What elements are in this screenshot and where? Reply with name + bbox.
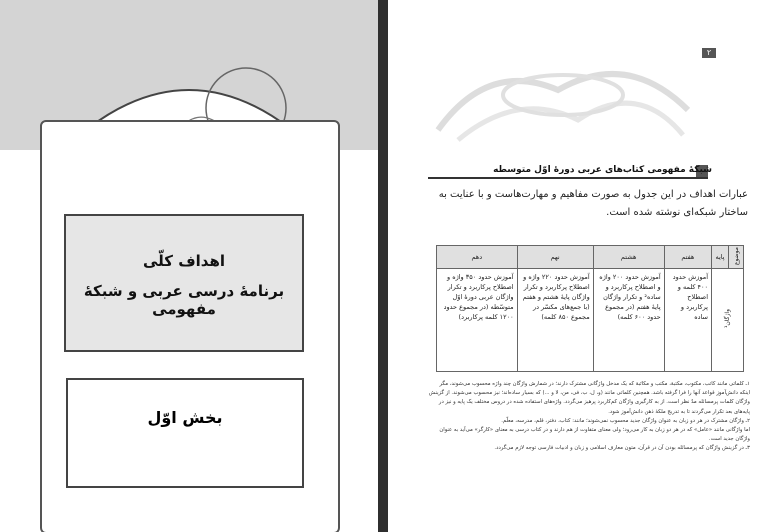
cell-9: آموزش حدود ۲۲۰ واژه و اصطلاح پرکاربرد و تکرار واژگان پایهٔ هشتم و هفتم (با جمع‌های مکسّر در مجموع ۸۵۰ کلمه) [517,269,593,372]
header-grade: پایه [712,246,729,269]
intro-paragraph: عبارات اهداف در این جدول به صورت مفاهیم و مهارت‌هاست و با عنایت به ساختار شبکه‌ای نوشته شده است. [438,189,748,218]
page-gutter [378,0,388,532]
cell-8: آموزش حدود ۲۰۰ واژه و اصطلاح پرکاربرد و ساده² و تکرار واژگان پایهٔ هفتم (در مجموع حدود ۶۰۰ کلمه) [593,269,664,372]
header-9: نهم [517,246,593,269]
footnote-4: ۳ـ در گزینش واژگان که پرمسائله بودن آن در قرآن، متون معارف اسلامی و زبان و ادبیات فارسی توجه لازم می‌گردد. [494,445,750,452]
section-title: شبکهٔ مفهومی کتاب‌های عربی دورهٔ اوّل متوسطه [493,165,712,175]
curriculum-table [436,245,744,372]
footnotes [428,380,750,454]
part-box [66,378,304,488]
header-7: هفتم [664,246,711,269]
left-page [0,0,378,532]
ornamental-flourish [428,40,698,150]
header-10: دهم [437,246,518,269]
title-box [64,214,304,352]
footnote-2: ۲ـ واژگان مشترک در هر دو زبان به عنوان واژگان جدید محسوب نمی‌شوند؛ مانند: کتاب، دفتر، قلم، مدرسه، معلّم. [501,417,750,424]
row-label: واژگان¹ [712,269,744,372]
title-line-1: اهداف کلّی [142,252,226,270]
right-page [388,0,768,532]
part-label: بخش اوّل [147,408,223,427]
footnote-1: ۱ـ کلماتی مانند کاتب، مکتوب، مکتبة، مکتب و مکاتَبة که یک مدخل واژگانی مشترک دارند؛ در شمارش واژگان چند واژه محسوب می‌شوند، مگر اینکه دانش‌آموز قواعد آنها را فرا گرفته باشد. همچنین کلماتی مانند (و، ل، ب، فی، من، لا و ...) که بسیار ساده‌اند؛ نیز محسوب می‌شوند. از گزینش واژگان کلمات پرمسائله مدّ نظر است. از به کارگیری واژگان کم‌کاربرد پرهیز می‌گردد. واژه‌های استفاده شده در دروس مختلف یک پایه و نیز در پایه‌های بعد تکرار می‌گردند تا به تدریج ملکهٔ ذهن دانش‌آموز شود. [428,381,750,415]
page-number: ۲ [702,48,716,58]
cell-7: آموزش حدود ۴۰۰ کلمه و اصطلاح پرکاربرد و ساده [664,269,711,372]
title-line-2: برنامهٔ درسی عربی و شبکهٔ مفهومی [83,282,285,318]
footnote-3: اما واژگانی مانند «عامل» که در هر دو زبان به کار می‌رود؛ ولی معنای متفاوت از هم دارند و در کتاب درسی به معنای «کارگر» می‌آید به عنوان واژگان جدید است. [439,427,750,443]
table-row [437,269,744,372]
cell-10: آموزش حدود ۳۵۰ واژه و اصطلاح پرکاربرد و تکرار واژگان عربی دورهٔ اوّل متوسّطه (در مجموع حدود ۱۲۰۰ کلمه پرکاربرد) [437,269,518,372]
header-8: هشتم [593,246,664,269]
corner-header: موضوع [729,246,744,269]
